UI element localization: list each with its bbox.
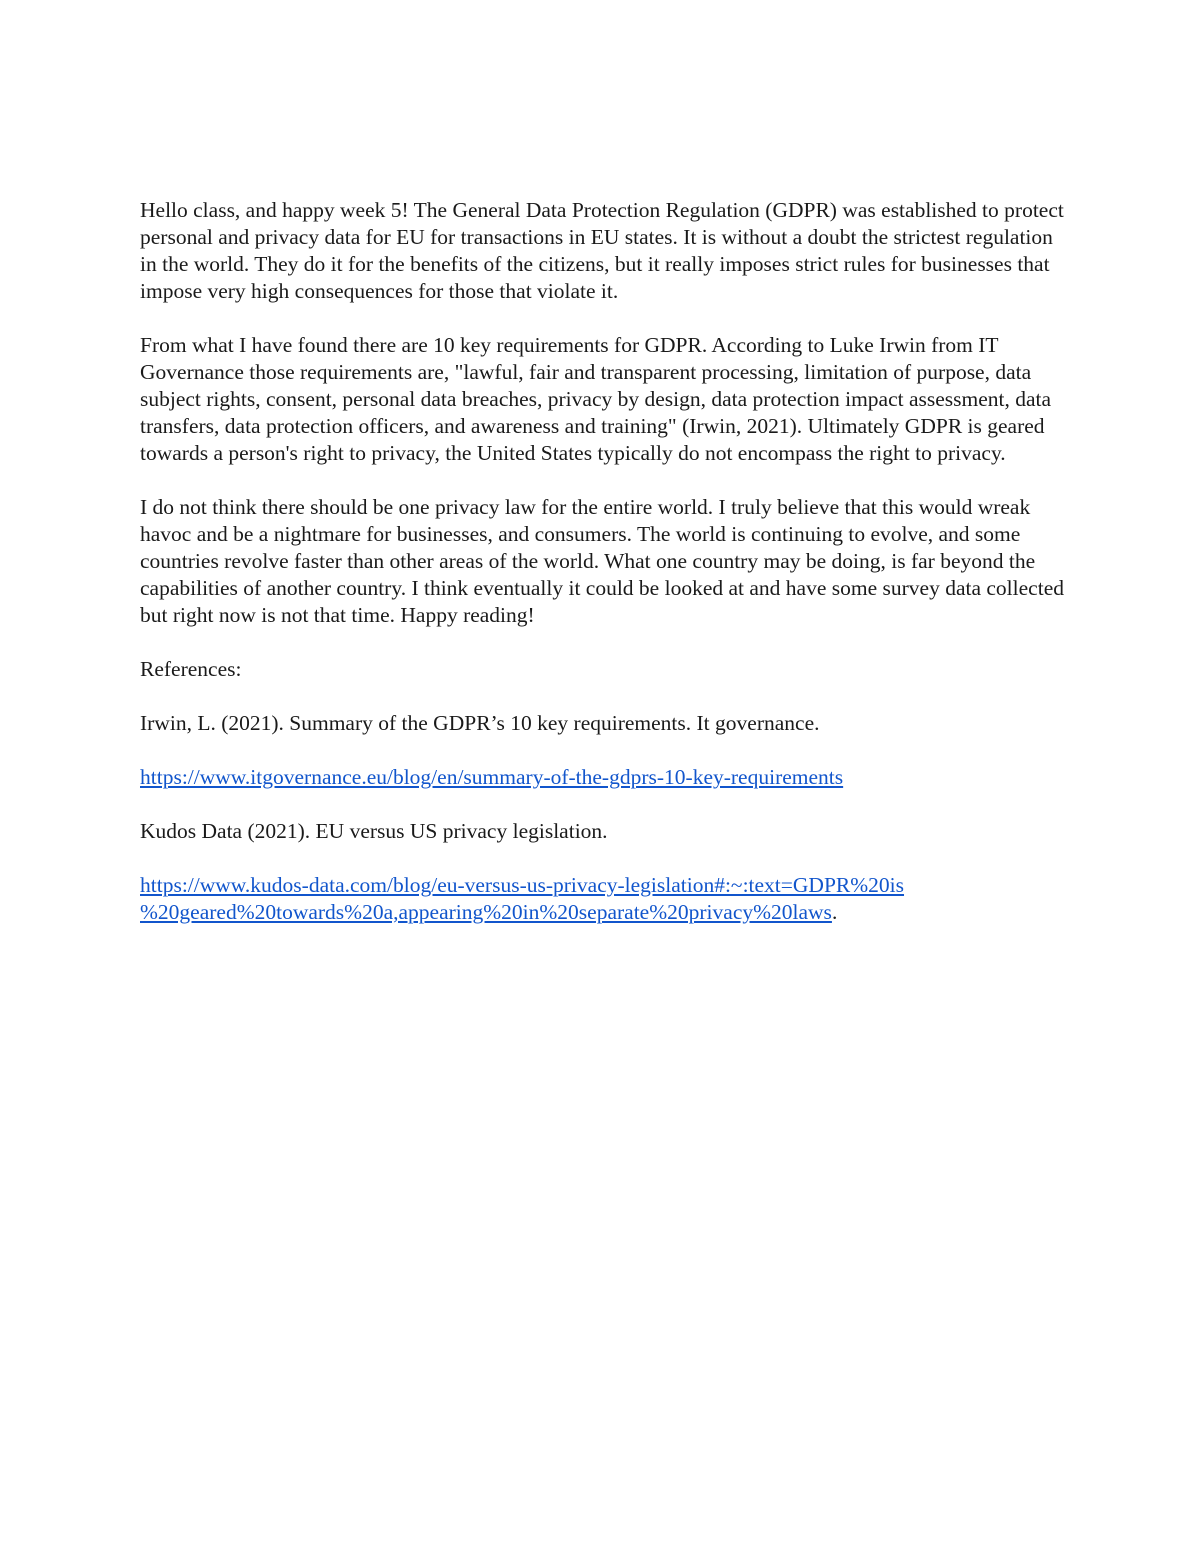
reference-2-link[interactable] (140, 873, 904, 924)
paragraph-intro: Hello class, and happy week 5! The General Data Protection Regulation (GDPR) was established to protect personal and privacy data for EU for transactions in EU states. It is without a doubt the strictest regulation in the world. They do it for the benefits of the citizens, but it really imposes strict rules for businesses that impose very high consequences for those that violate it. (140, 198, 1064, 303)
paragraph-opinion: I do not think there should be one privacy law for the entire world. I truly believe that this would wreak havoc and be a nightmare for businesses, and consumers. The world is continuing to evolve, and some countries revolve faster than other areas of the world. What one country may be doing, is far beyond the capabilities of another country. I think eventually it could be looked at and have some survey data collected but right now is not that time. Happy reading! (140, 495, 1064, 627)
reference-2-citation: Kudos Data (2021). EU versus US privacy legislation. (140, 819, 608, 843)
reference-2-trailing-period: . (831, 900, 838, 924)
reference-2-link-part-1: https://www.kudos-data.com/blog/eu-versus-us-privacy-legislation#:~:text=GDPR%20is (140, 873, 905, 897)
document-body (140, 197, 1065, 953)
reference-1-citation: Irwin, L. (2021). Summary of the GDPR’s 10 key requirements. It governance. (140, 711, 820, 735)
reference-2-link-part-2: %20geared%20towards%20a,appearing%20in%20separate%20privacy%20laws (140, 900, 832, 924)
reference-2-link-line (140, 872, 1065, 926)
reference-1-link[interactable]: https://www.itgovernance.eu/blog/en/summary-of-the-gdprs-10-key-requirements (140, 765, 844, 789)
reference-1-link-line (140, 764, 1065, 791)
paragraph-requirements: From what I have found there are 10 key requirements for GDPR. According to Luke Irwin from IT Governance those requirements are, "lawful, fair and transparent processing, limitation of purpose, data subject rights, consent, personal data breaches, privacy by design, data protection impact assessment, data transfers, data protection officers, and awareness and training" (Irwin, 2021). Ultimately GDPR is geared towards a person's right to privacy, the United States typically do not encompass the right to privacy. (140, 333, 1052, 465)
references-heading: References: (140, 657, 242, 681)
